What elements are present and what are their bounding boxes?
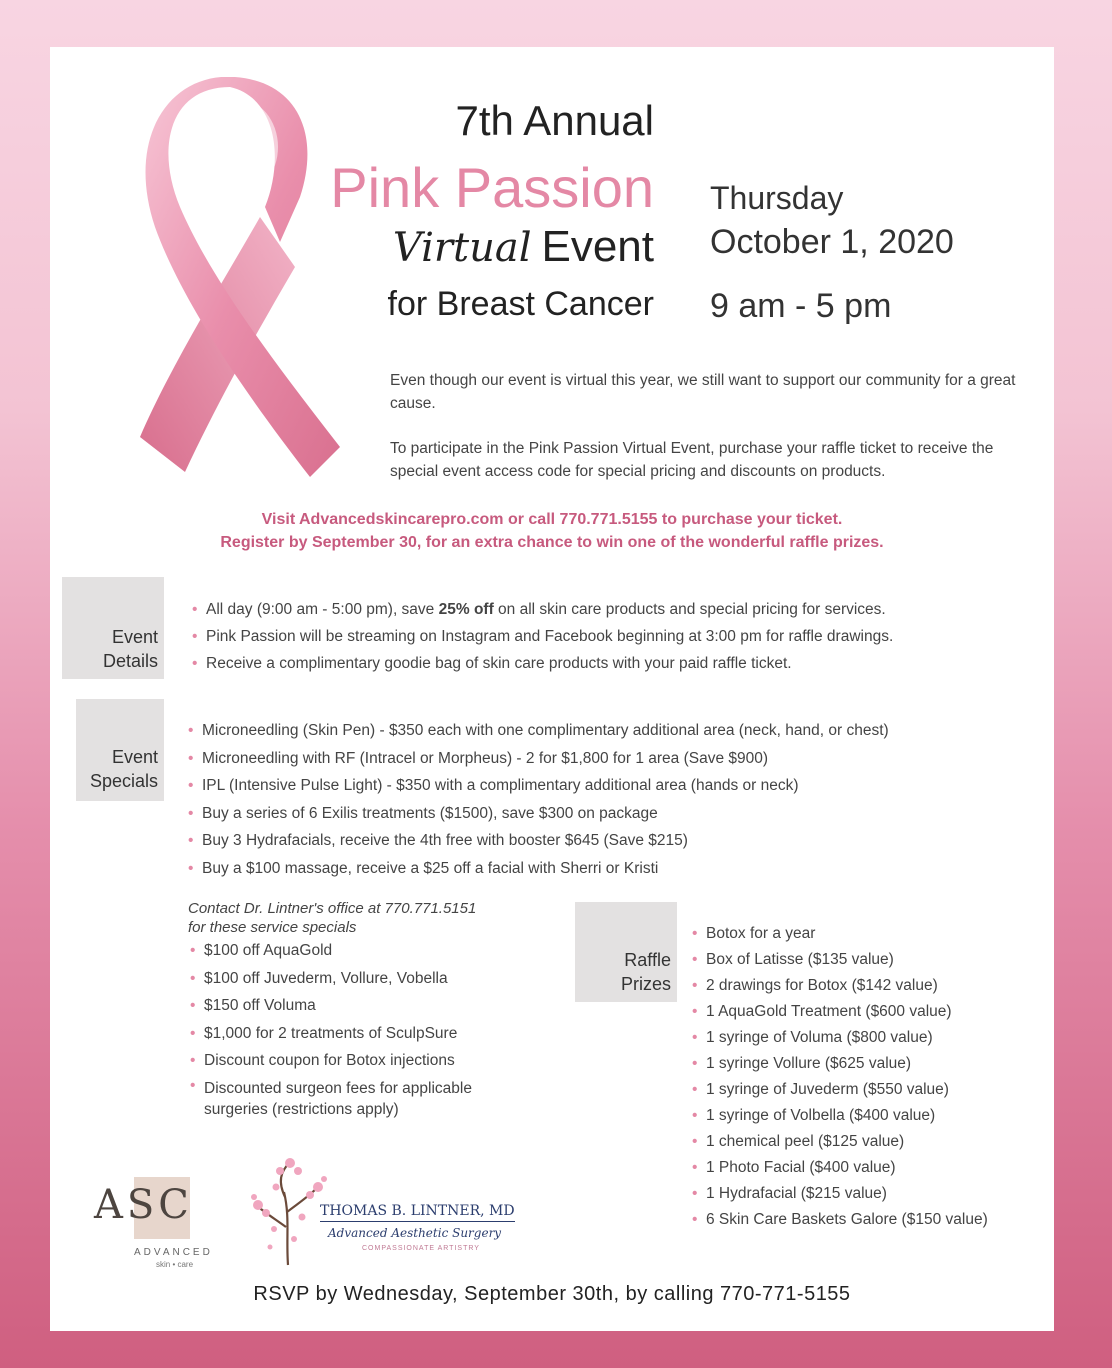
cta-register-line: Register by September 30, for an extra chance to win one of the wonderful raffle prizes. xyxy=(220,534,884,551)
lintner-logo xyxy=(250,1157,520,1267)
event-details-label xyxy=(62,577,164,679)
list-item: • $100 off Juvederm, Vollure, Vobella xyxy=(190,965,534,993)
event-word: Event xyxy=(541,222,654,271)
raffle-label-line1: Raffle xyxy=(624,950,671,970)
detail-text: All day (9:00 am - 5:00 pm), save xyxy=(206,601,439,618)
intro-paragraph-2: To participate in the Pink Passion Virtual Event, purchase your raffle ticket to receive the special event access code for special pricing and discounts on products. xyxy=(390,440,994,480)
detail-text: on all skin care products and special pricing for services. xyxy=(493,601,886,618)
list-item xyxy=(192,596,893,623)
list-item: • 1 chemical peel ($125 value) xyxy=(692,1129,988,1155)
list-item: • 2 drawings for Botox ($142 value) xyxy=(692,973,988,999)
raffle-prizes-list xyxy=(692,921,988,1233)
intro-paragraph-1: Even though our event is virtual this year, we still want to support our community for a great cause. xyxy=(390,372,1016,412)
list-item: • 1 Photo Facial ($400 value) xyxy=(692,1155,988,1181)
list-item: • 1 syringe of Juvederm ($550 value) xyxy=(692,1077,988,1103)
dr-heading-line1: Contact Dr. Lintner's office at 770.771.5151 xyxy=(188,900,477,917)
lintner-name: THOMAS B. LINTNER, MD xyxy=(320,1203,515,1222)
list-item: • Buy a series of 6 Exilis treatments ($1500), save $300 on package xyxy=(188,800,889,828)
list-item: • 1 syringe of Volbella ($400 value) xyxy=(692,1103,988,1129)
dr-specials-list xyxy=(190,937,534,1120)
cta-visit-line: Visit Advancedskincarepro.com or call 770.771.5155 to purchase your ticket. xyxy=(261,511,843,528)
event-specials-label-line2: Specials xyxy=(89,771,158,791)
list-item: • Box of Latisse ($135 value) xyxy=(692,947,988,973)
list-item: • Discounted surgeon fees for applicable surgeries (restrictions apply) xyxy=(190,1075,534,1120)
pink-ribbon-icon xyxy=(110,77,360,497)
dr-specials-heading xyxy=(188,899,476,937)
raffle-prizes-label xyxy=(575,902,677,1002)
list-item: • $150 off Voluma xyxy=(190,992,534,1020)
event-title: Pink Passion xyxy=(330,156,654,219)
asc-logo xyxy=(94,1177,213,1277)
event-date: October 1, 2020 xyxy=(710,223,954,261)
list-item: • Buy 3 Hydrafacials, receive the 4th free with booster $645 (Save $215) xyxy=(188,827,889,855)
event-specials-label-line1: Event xyxy=(111,747,158,767)
event-details-label-line1: Event xyxy=(111,627,158,647)
rsvp-line: RSVP by Wednesday, September 30th, by calling 770-771-5155 xyxy=(253,1283,851,1305)
lintner-tagline: COMPASSIONATE ARTISTRY xyxy=(362,1245,480,1252)
discount-highlight: 25% off xyxy=(438,601,494,618)
list-item: • Discount coupon for Botox injections xyxy=(190,1047,534,1075)
cherry-blossom-icon xyxy=(250,1157,330,1267)
intro-text xyxy=(390,369,1030,505)
event-day: Thursday xyxy=(710,180,844,216)
asc-logo-tagline: skin • care xyxy=(156,1260,194,1269)
raffle-label-line2: Prizes xyxy=(620,974,671,994)
list-item: • Pink Passion will be streaming on Instagram and Facebook beginning at 3:00 pm for raffle drawings. xyxy=(192,623,893,650)
lintner-practice: Advanced Aesthetic Surgery xyxy=(328,1226,502,1240)
event-details-list xyxy=(192,596,893,677)
asc-logo-sub: ADVANCED xyxy=(134,1247,213,1258)
event-time: 9 am - 5 pm xyxy=(710,287,892,325)
virtual-script: Virtual xyxy=(392,225,532,271)
asc-logo-text: ASC xyxy=(94,1182,193,1228)
annual-label: 7th Annual xyxy=(455,97,654,144)
cause-label: for Breast Cancer xyxy=(387,285,654,323)
list-item: • Buy a $100 massage, receive a $25 off a facial with Sherri or Kristi xyxy=(188,855,889,883)
event-specials-label xyxy=(76,699,164,801)
virtual-event-line xyxy=(393,222,654,272)
list-item: • 1 syringe Vollure ($625 value) xyxy=(692,1051,988,1077)
list-item: • $1,000 for 2 treatments of SculpSure xyxy=(190,1020,534,1048)
flyer-card xyxy=(50,47,1054,1331)
list-item: • 1 syringe of Voluma ($800 value) xyxy=(692,1025,988,1051)
list-item: • 1 Hydrafacial ($215 value) xyxy=(692,1181,988,1207)
list-item: • IPL (Intensive Pulse Light) - $350 with a complimentary additional area (hands or neck) xyxy=(188,772,889,800)
list-item: • 1 AquaGold Treatment ($600 value) xyxy=(692,999,988,1025)
list-item: • Botox for a year xyxy=(692,921,988,947)
dr-heading-line2: for these service specials xyxy=(188,919,357,936)
list-item: • $100 off AquaGold xyxy=(190,937,534,965)
list-item: • Microneedling with RF (Intracel or Morpheus) - 2 for $1,800 for 1 area (Save $900) xyxy=(188,745,889,773)
list-item: • 6 Skin Care Baskets Galore ($150 value) xyxy=(692,1207,988,1233)
event-details-label-line2: Details xyxy=(102,651,158,671)
event-specials-list xyxy=(188,717,889,883)
list-item: • Microneedling (Skin Pen) - $350 each with one complimentary additional area (neck, hand, or chest) xyxy=(188,717,889,745)
list-item: • Receive a complimentary goodie bag of skin care products with your paid raffle ticket. xyxy=(192,650,893,677)
